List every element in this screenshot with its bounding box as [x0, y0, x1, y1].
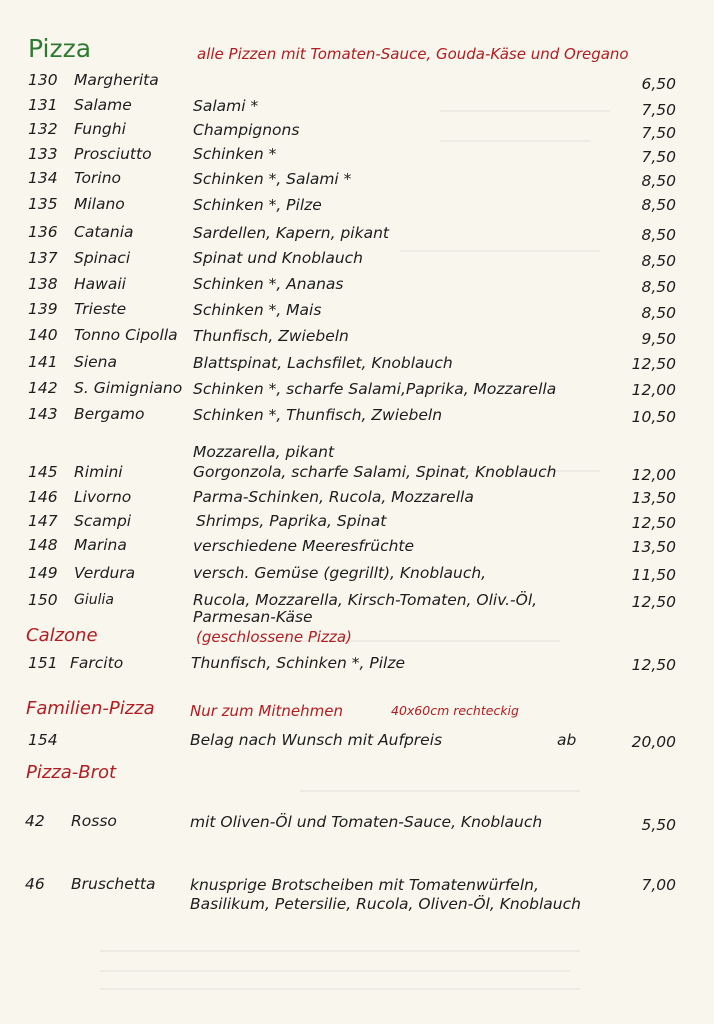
- item-number: 132: [28, 120, 58, 138]
- calzone-section-note: (geschlossene Pizza): [196, 628, 352, 646]
- item-price: 8,50: [641, 172, 676, 190]
- item-name: Milano: [74, 195, 125, 213]
- item-price: 11,50: [631, 566, 676, 584]
- item-description: Parma-Schinken, Rucola, Mozzarella: [193, 488, 474, 506]
- item-name: Salame: [74, 96, 132, 114]
- familien-size-note: 40x60cm rechteckig: [391, 703, 519, 718]
- item-price: 8,50: [641, 196, 676, 214]
- item-number: 130: [28, 71, 58, 89]
- calzone-section-title: Calzone: [26, 625, 98, 646]
- item-name: Scampi: [74, 512, 132, 530]
- item-price: 6,50: [641, 75, 676, 93]
- item-number: 151: [28, 654, 58, 672]
- item-number: 143: [28, 405, 58, 423]
- item-price: 12,50: [631, 656, 676, 674]
- item-price: 7,50: [641, 101, 676, 119]
- item-name: Spinaci: [74, 249, 131, 267]
- item-description: Gorgonzola, scharfe Salami, Spinat, Knoblauch: [193, 463, 557, 481]
- item-number: 136: [28, 223, 58, 241]
- item-description: Thunfisch, Zwiebeln: [193, 327, 349, 345]
- item-number: 140: [28, 326, 58, 344]
- item-name: Torino: [74, 169, 122, 187]
- item-description: Schinken *, scharfe Salami,Paprika, Mozzarella: [193, 380, 557, 398]
- item-description: Belag nach Wunsch mit Aufpreis: [190, 731, 443, 749]
- item-description: Schinken *, Thunfisch, Zwiebeln: [193, 406, 443, 424]
- item-number: 148: [28, 536, 58, 554]
- item-number: 147: [28, 512, 58, 530]
- pizza-section-title: Pizza: [28, 34, 92, 63]
- item-name: S. Gimigniano: [74, 379, 183, 397]
- item-name: Tonno Cipolla: [74, 326, 178, 344]
- item-number: 134: [28, 169, 58, 187]
- item-description: Schinken *: [193, 145, 277, 163]
- item-name: Funghi: [74, 120, 126, 138]
- item-number: 133: [28, 145, 58, 163]
- item-price: 12,50: [631, 593, 676, 611]
- item-number: 139: [28, 300, 58, 318]
- pizza-section-note: alle Pizzen mit Tomaten-Sauce, Gouda-Käse und Oregano: [197, 45, 629, 63]
- item-price: 8,50: [641, 278, 676, 296]
- item-number: 141: [28, 353, 58, 371]
- item-name: Giulia: [74, 592, 114, 608]
- item-number: 154: [28, 731, 58, 749]
- item-number: 42: [25, 812, 45, 830]
- item-description-continued: Parmesan-Käse: [193, 608, 313, 626]
- item-description-continued: Basilikum, Petersilie, Rucola, Oliven-Öl, Knoblauch: [190, 895, 581, 913]
- item-number: 46: [25, 875, 45, 893]
- item-name: Livorno: [74, 488, 132, 506]
- familien-section-title: Familien-Pizza: [26, 698, 155, 719]
- item-price: 7,00: [641, 876, 676, 894]
- item-number: 146: [28, 488, 58, 506]
- item-price: 10,50: [631, 408, 676, 426]
- item-name: Rimini: [74, 463, 123, 481]
- item-description: Blattspinat, Lachsfilet, Knoblauch: [193, 354, 453, 372]
- item-name: Hawaii: [74, 275, 126, 293]
- item-price: 12,50: [631, 355, 676, 373]
- item-description: Shrimps, Paprika, Spinat: [196, 512, 387, 530]
- item-description: Spinat und Knoblauch: [193, 249, 364, 267]
- item-description: Mozzarella, pikant: [193, 443, 335, 461]
- item-price: 9,50: [641, 330, 676, 348]
- item-name: Bergamo: [74, 405, 145, 423]
- item-number: 150: [28, 591, 58, 609]
- item-number: 142: [28, 379, 58, 397]
- item-number: 138: [28, 275, 58, 293]
- item-name: Trieste: [74, 300, 127, 318]
- item-number: 149: [28, 564, 58, 582]
- item-number: 137: [28, 249, 58, 267]
- item-price: 12,00: [631, 381, 676, 399]
- item-description: Schinken *, Pilze: [193, 196, 322, 214]
- item-number: 131: [28, 96, 58, 114]
- item-description: Schinken *, Salami *: [193, 170, 352, 188]
- item-name: Verdura: [74, 564, 136, 582]
- item-name: Siena: [74, 353, 118, 371]
- item-price: 5,50: [641, 816, 676, 834]
- item-name: Bruschetta: [71, 875, 156, 893]
- price-prefix: ab: [557, 731, 577, 749]
- item-price: 12,50: [631, 514, 676, 532]
- item-price: 8,50: [641, 304, 676, 322]
- item-price: 13,50: [631, 489, 676, 507]
- item-description: verschiedene Meeresfrüchte: [193, 537, 415, 555]
- item-description: Salami *: [193, 97, 259, 115]
- item-name: Rosso: [71, 812, 117, 830]
- item-description: Champignons: [193, 121, 300, 139]
- item-number: 145: [28, 463, 58, 481]
- item-description: Schinken *, Ananas: [193, 275, 344, 293]
- item-price: 13,50: [631, 538, 676, 556]
- item-price: 7,50: [641, 124, 676, 142]
- item-price: 8,50: [641, 226, 676, 244]
- item-name: Catania: [74, 223, 134, 241]
- familien-section-note: Nur zum Mitnehmen: [190, 702, 344, 720]
- item-price: 8,50: [641, 252, 676, 270]
- item-name: Farcito: [70, 654, 124, 672]
- item-price: 7,50: [641, 148, 676, 166]
- item-description: mit Oliven-Öl und Tomaten-Sauce, Knoblauch: [190, 813, 543, 831]
- item-description: Rucola, Mozzarella, Kirsch-Tomaten, Oliv.-Öl,: [193, 591, 538, 609]
- item-description: Schinken *, Mais: [193, 301, 322, 319]
- item-name: Margherita: [74, 71, 159, 89]
- item-description: Thunfisch, Schinken *, Pilze: [191, 654, 406, 672]
- item-description: knusprige Brotscheiben mit Tomatenwürfeln,: [190, 876, 539, 894]
- pizzabrot-section-title: Pizza-Brot: [26, 762, 117, 783]
- item-name: Marina: [74, 536, 127, 554]
- item-name: Prosciutto: [74, 145, 152, 163]
- item-price: 20,00: [631, 733, 676, 751]
- item-number: 135: [28, 195, 58, 213]
- item-description: Sardellen, Kapern, pikant: [193, 224, 389, 242]
- item-price: 12,00: [631, 466, 676, 484]
- item-description: versch. Gemüse (gegrillt), Knoblauch,: [193, 564, 487, 582]
